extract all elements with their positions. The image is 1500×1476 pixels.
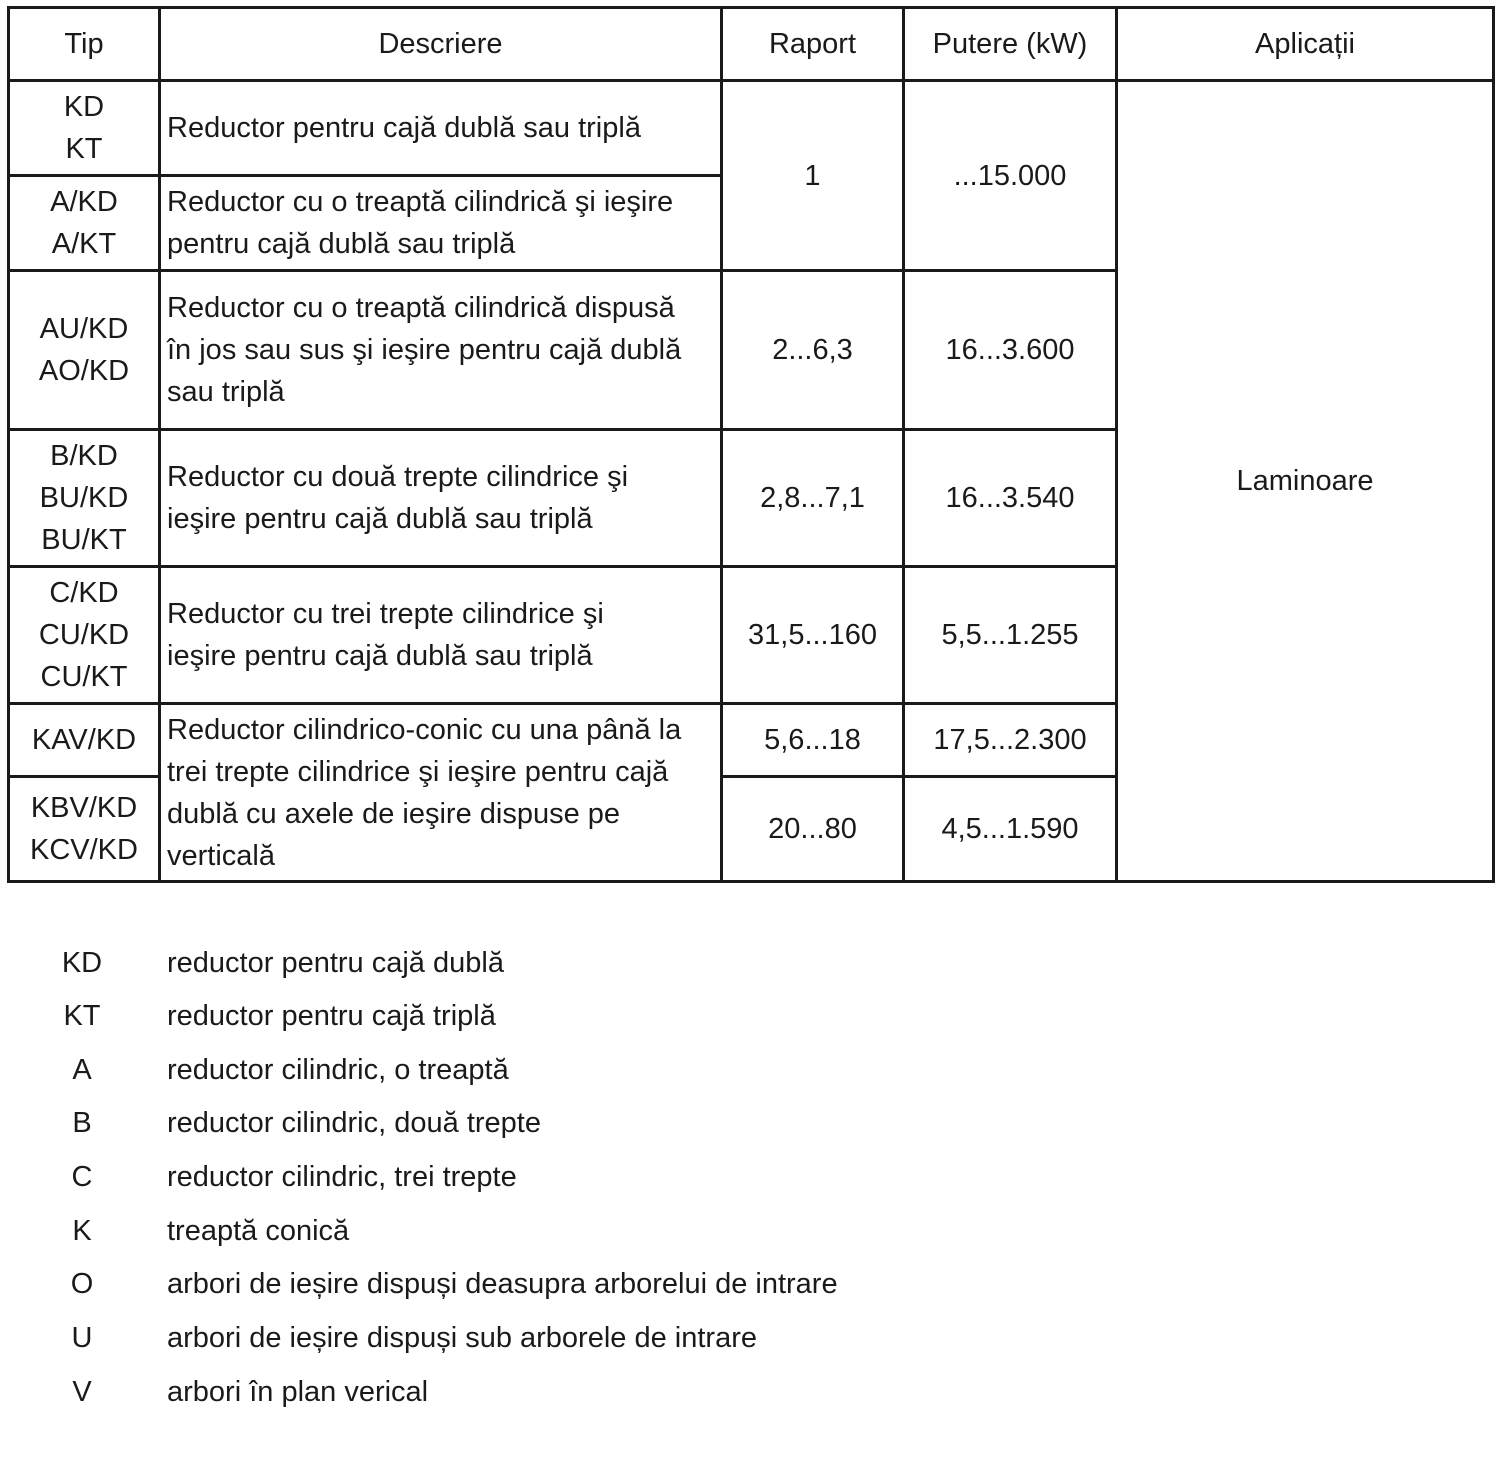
cell-putere: 16...3.600 xyxy=(904,271,1117,430)
legend-code: C xyxy=(71,1161,93,1193)
legend-text: arbori de ieșire dispuși sub arborele de intrare xyxy=(167,1322,757,1354)
cell-descriere: Reductor pentru cajă dublă sau triplă xyxy=(160,81,722,176)
cell-tip: B/KD BU/KD BU/KT xyxy=(9,430,160,567)
legend-text: reductor cilindric, trei trepte xyxy=(167,1161,517,1193)
cell-raport: 20...80 xyxy=(722,777,904,882)
cell-raport: 2,8...7,1 xyxy=(722,430,904,567)
legend-text: arbori de ieșire dispuși deasupra arborelui de intrare xyxy=(167,1268,838,1300)
legend-code: B xyxy=(72,1107,92,1139)
legend-code: U xyxy=(71,1322,93,1354)
legend-text: reductor cilindric, două trepte xyxy=(167,1107,541,1139)
gearbox-spec-table xyxy=(7,6,1495,883)
legend-text: reductor cilindric, o treaptă xyxy=(167,1054,509,1086)
cell-raport: 2...6,3 xyxy=(722,271,904,430)
cell-tip: A/KD A/KT xyxy=(9,176,160,271)
cell-putere: 17,5...2.300 xyxy=(904,704,1117,777)
cell-raport: 5,6...18 xyxy=(722,704,904,777)
legend-text: treaptă conică xyxy=(167,1215,350,1247)
cell-aplicatii: Laminoare xyxy=(1117,81,1494,882)
cell-tip: C/KD CU/KD CU/KT xyxy=(9,567,160,704)
cell-descriere: Reductor cu o treaptă cilindrică şi ieşire pentru cajă dublă sau triplă xyxy=(160,176,722,271)
header-tip: Tip xyxy=(9,8,160,81)
cell-putere: 16...3.540 xyxy=(904,430,1117,567)
legend-code: KT xyxy=(63,1000,101,1032)
cell-descriere: Reductor cilindrico-conic cu una până la trei trepte cilindrice şi ieşire pentru cajă dublă cu axele de ieşire dispuse pe verticală xyxy=(160,704,722,882)
cell-putere: ...15.000 xyxy=(904,81,1117,271)
cell-descriere: Reductor cu o treaptă cilindrică dispusă în jos sau sus şi ieşire pentru cajă dublă sau triplă xyxy=(160,271,722,430)
cell-descriere: Reductor cu două trepte cilindrice şi ieşire pentru cajă dublă sau triplă xyxy=(160,430,722,567)
header-raport: Raport xyxy=(722,8,904,81)
cell-putere: 5,5...1.255 xyxy=(904,567,1117,704)
cell-putere: 4,5...1.590 xyxy=(904,777,1117,882)
legend-text: reductor pentru cajă dublă xyxy=(167,947,504,979)
legend-text: reductor pentru cajă triplă xyxy=(167,1000,496,1032)
table-row xyxy=(9,81,1494,176)
legend-code: V xyxy=(72,1376,92,1408)
cell-tip: KD KT xyxy=(9,81,160,176)
legend-text: arbori în plan verical xyxy=(167,1376,429,1408)
table-header-row xyxy=(9,8,1494,81)
cell-tip: KAV/KD xyxy=(9,704,160,777)
header-putere: Putere (kW) xyxy=(904,8,1117,81)
legend-code: O xyxy=(70,1268,94,1300)
header-aplicatii: Aplicații xyxy=(1117,8,1494,81)
cell-tip: AU/KD AO/KD xyxy=(9,271,160,430)
cell-descriere: Reductor cu trei trepte cilindrice şi ieşire pentru cajă dublă sau triplă xyxy=(160,567,722,704)
legend-code: KD xyxy=(61,947,103,979)
header-descriere: Descriere xyxy=(160,8,722,81)
cell-raport: 1 xyxy=(722,81,904,271)
cell-raport: 31,5...160 xyxy=(722,567,904,704)
legend-code: K xyxy=(72,1215,92,1247)
cell-tip: KBV/KD KCV/KD xyxy=(9,777,160,882)
legend-code: A xyxy=(72,1054,92,1086)
